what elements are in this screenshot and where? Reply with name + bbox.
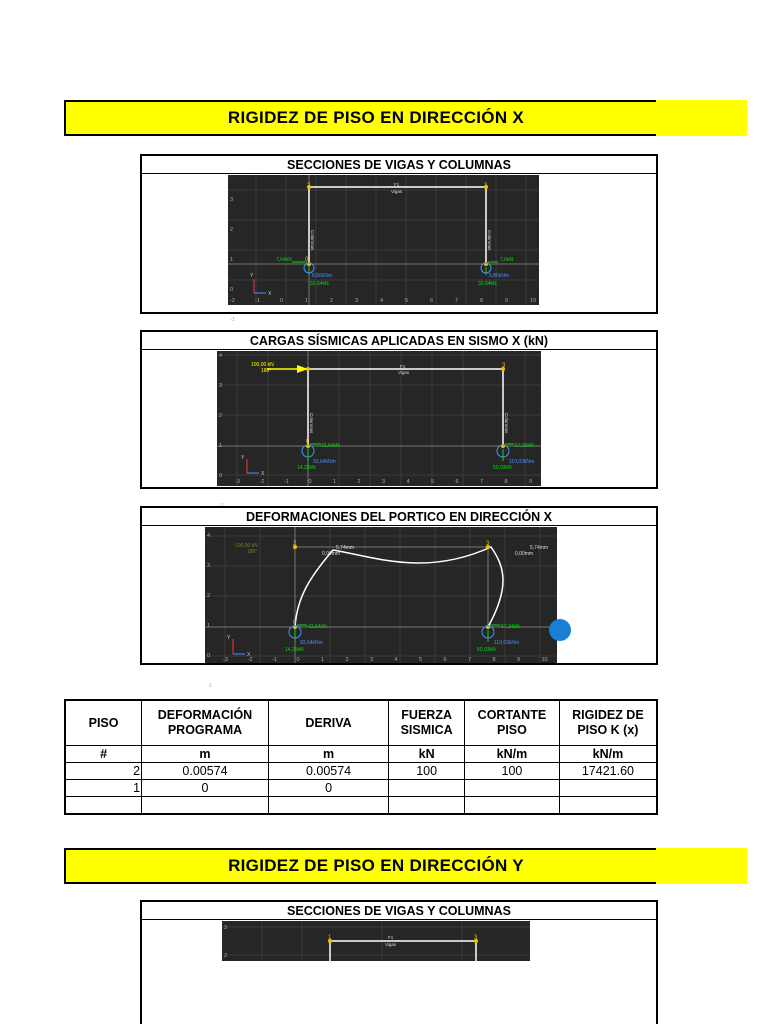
y-tick-label: 0: [219, 473, 223, 479]
right-reaction-h: 57,36kN: [515, 443, 534, 449]
cell-deriva: [268, 797, 388, 815]
column-left-label: Columnas: [309, 413, 314, 434]
left-reaction-h: 42,64kN: [308, 624, 327, 630]
x-tick-label: 10: [530, 298, 537, 304]
y-tick-label: 4: [219, 353, 223, 359]
table-row: [65, 763, 657, 780]
x-tick-label: 3: [355, 298, 359, 304]
y-tick-label: 0: [207, 653, 211, 659]
beam-sub-label: Vigas: [385, 942, 397, 947]
x-tick-label: 0: [280, 298, 284, 304]
y-tick-label: 2: [224, 953, 228, 959]
right-reaction-v: 50,03kN: [493, 465, 512, 471]
y-tick-label: 0: [230, 287, 234, 293]
x-tick-label: 8: [504, 479, 508, 485]
y-tick-label: 4: [207, 533, 211, 539]
x-tick-label: 2: [330, 298, 334, 304]
x-tick-label: 1: [333, 479, 337, 485]
unit-piso: #: [65, 746, 142, 763]
col-header-piso: PISO: [65, 700, 142, 746]
y-tick-label: -1: [207, 683, 212, 689]
left-rotation: 0,00mm: [322, 551, 341, 557]
left-reaction-v: 32,64kN: [310, 281, 329, 287]
x-tick-label: 8: [480, 298, 484, 304]
section-title-y: RIGIDEZ DE PISO EN DIRECCIÓN Y: [228, 856, 524, 875]
x-tick-label: 7: [468, 657, 472, 663]
column-right-label: Columnas: [487, 230, 492, 251]
left-reaction-h: 42,64kN: [321, 443, 340, 449]
x-tick-label: 9: [529, 479, 533, 485]
sections-panel-y: [140, 900, 658, 1024]
y-tick-label: 1: [219, 443, 223, 449]
node-1-label: 1: [328, 935, 332, 941]
col-header-deformacion: DEFORMACIÓN PROGRAMA: [142, 700, 269, 746]
column-right-label: Columnas: [504, 413, 509, 434]
sections-panel-y-header: SECCIONES DE VIGAS Y COLUMNAS: [142, 902, 656, 920]
right-reaction-v: 50,03kN: [477, 647, 496, 653]
unit-deriva: m: [268, 746, 388, 763]
axis-x-label: X: [261, 471, 265, 477]
x-tick-label: 10: [541, 657, 548, 663]
col-header-fuerza: FUERZA SISMICA: [389, 700, 465, 746]
cell-fuerza: [389, 797, 465, 815]
y-tick-labels: [207, 533, 212, 689]
stiffness-table: [64, 699, 658, 815]
x-tick-label: 3: [370, 657, 374, 663]
seismic-load-value: 100,00 kN: [235, 543, 258, 549]
y-tick-label: 2: [230, 227, 234, 233]
beam-sub-label: Vigas: [391, 189, 403, 194]
right-moment: 5,86kNm: [489, 273, 510, 279]
x-tick-label: 7: [480, 479, 484, 485]
y-tick-label: 3: [207, 563, 211, 569]
axis-y-label: Y: [250, 273, 254, 279]
deformed-shape: [295, 547, 503, 627]
unit-fuerza: kN: [389, 746, 465, 763]
left-moment: 8,66kNm: [312, 273, 333, 279]
x-tick-label: 6: [443, 657, 447, 663]
x-tick-label: -1: [284, 479, 289, 485]
sections-frame-screenshot: [228, 175, 539, 323]
beam-label: F1: [400, 364, 406, 369]
deformations-panel-x: [140, 506, 658, 689]
table-row: [65, 797, 657, 815]
y-tick-label: -1: [230, 317, 235, 323]
sections-frame-diagram: [228, 175, 539, 323]
axis-x-label: X: [247, 652, 251, 658]
deformations-frame-diagram: [205, 527, 557, 689]
x-tick-labels: [223, 657, 548, 663]
y-tick-labels: [219, 353, 224, 509]
seismic-load-angle: 180°: [261, 368, 272, 374]
node-2-label: 2: [293, 541, 297, 547]
right-reaction-v: 32,64kN: [478, 281, 497, 287]
cell-piso: 2: [65, 763, 142, 780]
x-tick-label: 3: [382, 479, 386, 485]
x-tick-label: -2: [259, 479, 265, 485]
loads-panel-header: CARGAS SÍSMICAS APLICADAS EN SISMO X (kN): [142, 332, 656, 350]
frame-members: [308, 369, 503, 446]
right-moment: 110,03kNm: [494, 640, 520, 646]
cell-deriva: 0: [268, 780, 388, 797]
left-reaction-v: 14,25kN: [297, 465, 316, 471]
right-rotation: 0,00mm: [515, 551, 534, 557]
frame-members: [309, 187, 486, 264]
y-tick-label: 1: [207, 623, 211, 629]
sections-panel-x: [140, 154, 658, 323]
section-banner-y: [64, 848, 747, 884]
sections-panel-header: SECCIONES DE VIGAS Y COLUMNAS: [142, 156, 656, 174]
cell-deformacion: 0: [142, 780, 269, 797]
axis-x-label: X: [268, 291, 272, 297]
y-tick-label: 3: [230, 197, 234, 203]
y-tick-labels: [230, 197, 235, 323]
loads-frame-screenshot: [217, 351, 541, 486]
loads-frame-diagram: [217, 351, 541, 486]
unit-deformacion: m: [142, 746, 269, 763]
seismic-load-value: 100,00 kN: [251, 362, 274, 368]
x-tick-label: 7: [455, 298, 459, 304]
x-tick-label: 2: [345, 657, 349, 663]
seismic-load-angle: 180°: [247, 549, 258, 555]
x-tick-label: 4: [406, 479, 410, 485]
right-reaction-h: 7,6kN: [500, 257, 514, 263]
column-left-label: Columnas: [310, 230, 315, 251]
cell-piso: 1: [65, 780, 142, 797]
cell-rigidez: [559, 797, 657, 815]
section-banner-x: [64, 100, 747, 136]
y-tick-label: 3: [219, 383, 223, 389]
left-moment: 93,64kNm: [313, 459, 336, 465]
col-header-cortante: CORTANTE PISO: [465, 700, 560, 746]
node-2-label: 2: [307, 183, 311, 189]
left-reaction-v: 14,25kN: [285, 647, 304, 653]
x-tick-label: 0: [308, 479, 312, 485]
cell-cortante: [465, 797, 560, 815]
undeformed-frame: [295, 547, 488, 627]
cell-piso: [65, 797, 142, 815]
node-0-label: 0: [293, 620, 297, 626]
sections-y-frame-screenshot: [222, 921, 530, 961]
x-tick-labels: [230, 298, 536, 304]
x-tick-label: -3: [235, 479, 240, 485]
y-tick-label: 2: [207, 593, 211, 599]
node-3-label: 3: [484, 183, 488, 189]
y-tick-label: 3: [224, 925, 228, 931]
x-tick-label: 9: [505, 298, 509, 304]
node-0-label: 0: [306, 439, 310, 445]
cell-deformacion: 0.00574: [142, 763, 269, 780]
col-header-deriva: DERIVA: [268, 700, 388, 746]
left-reaction-h: 7,64kN: [276, 257, 292, 263]
unit-rigidez: kN/m: [559, 746, 657, 763]
deformations-frame-screenshot: [205, 527, 557, 689]
x-tick-label: -1: [255, 298, 260, 304]
col-header-rigidez: RIGIDEZ DE PISO K (x): [559, 700, 657, 746]
node-0-label: 0: [305, 257, 309, 263]
loads-panel-x: [140, 330, 658, 489]
cell-rigidez: [559, 780, 657, 797]
x-tick-label: 8: [492, 657, 496, 663]
x-tick-label: 6: [455, 479, 459, 485]
axis-y-label: Y: [241, 455, 245, 461]
node-3-label: 3: [474, 935, 478, 941]
cell-fuerza: 100: [389, 763, 465, 780]
table-row: [65, 780, 657, 797]
cell-cortante: 100: [465, 763, 560, 780]
left-displacement: 5,74mm: [336, 545, 355, 551]
right-reaction-h: 57,34kN: [501, 624, 520, 630]
deformations-panel-header: DEFORMACIONES DEL PORTICO EN DIRECCIÓN X: [142, 508, 656, 526]
right-moment: 110,03kNm: [509, 459, 535, 465]
frame-members: [330, 941, 476, 961]
x-tick-label: 0: [296, 657, 300, 663]
node-3-label: 3: [502, 363, 506, 369]
sections-y-frame-diagram: [222, 921, 530, 961]
x-tick-label: 2: [357, 479, 361, 485]
beam-label: F1: [388, 935, 394, 940]
cell-rigidez: 17421.60: [559, 763, 657, 780]
table-header-row: [65, 700, 657, 746]
unit-cortante: kN/m: [465, 746, 560, 763]
beam-label: F1: [394, 182, 400, 187]
x-tick-label: 4: [380, 298, 384, 304]
node-3-label: 3: [486, 541, 490, 547]
x-tick-label: 6: [430, 298, 434, 304]
x-tick-label: -1: [272, 657, 277, 663]
y-tick-label: 2: [219, 413, 223, 419]
cell-cortante: [465, 780, 560, 797]
cell-fuerza: [389, 780, 465, 797]
x-tick-labels: [235, 479, 532, 485]
right-displacement: 5,74mm: [530, 545, 549, 551]
left-moment: 93,64kNm: [300, 640, 323, 646]
x-tick-label: 4: [394, 657, 398, 663]
x-tick-label: -2: [247, 657, 253, 663]
y-tick-label: 1: [230, 257, 234, 263]
x-tick-label: -3: [223, 657, 228, 663]
x-tick-label: 9: [517, 657, 521, 663]
x-tick-label: 5: [431, 479, 435, 485]
x-tick-label: -2: [230, 298, 235, 304]
table-units-row: [65, 746, 657, 763]
x-tick-label: 1: [321, 657, 325, 663]
x-tick-label: 1: [305, 298, 309, 304]
cell-deformacion: [142, 797, 269, 815]
x-tick-label: 5: [405, 298, 409, 304]
floating-action-button[interactable]: [549, 619, 571, 641]
x-tick-label: 5: [419, 657, 423, 663]
cell-deriva: 0.00574: [268, 763, 388, 780]
axis-y-label: Y: [227, 635, 231, 641]
beam-sub-label: Vigas: [398, 370, 410, 375]
section-title-x: RIGIDEZ DE PISO EN DIRECCIÓN X: [227, 108, 525, 127]
